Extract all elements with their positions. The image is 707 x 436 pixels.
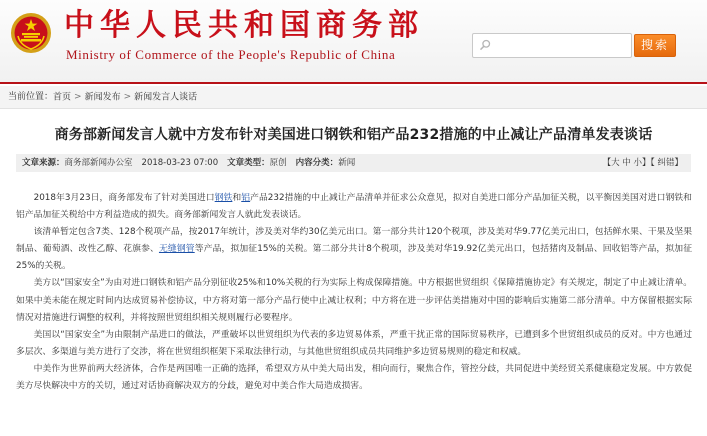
search-button[interactable]: 搜索: [634, 34, 676, 57]
breadcrumb-home-link[interactable]: 首页: [53, 92, 72, 103]
breadcrumb-separator: >: [123, 92, 132, 102]
keyword-link[interactable]: 无缝钢管: [158, 244, 195, 255]
article-paragraph: [16, 361, 692, 395]
bracket-close: 】: [642, 158, 651, 168]
paragraph-text: 2018年3月23日，商务部发布了针对美国进口: [33, 193, 215, 203]
paragraph-text: 中美作为世界前两大经济体，合作是两国唯一正确的选择，希望双方从中美大局出发，相向而行，聚焦合作，管控分歧，共同促进中美经贸关系健康稳定发展。中方敦促美方尽快解决中方的关切，通过对话协商解决双方的分歧，避免对中美合作大局造成损害。: [16, 363, 692, 392]
font-size-small-link[interactable]: 小: [633, 158, 643, 168]
paragraph-text: 该清单暂定包含7类、128个税项产品，按2017年统计，涉及美对华约30亿美元出口。第一部分共计120个税项，涉及美对华9.77亿美元出口，包括鲜水果、干果及坚果制品、葡萄酒、改性乙醇、花旗参、: [16, 227, 692, 255]
site-header: [0, 0, 707, 82]
paragraph-text: 美方以“国家安全”为由对进口钢铁和铝产品分别征收25%和10%关税的行为实际上构成保障措施。中方根据世贸组织《保障措施协定》有关规定，制定了中止减让清单。如果中美未能在规定时间内达成贸易补偿协议，中方将对第一部分产品行使中止减让权利；中方将在进一步评估美措施对中国的影响后实施第二部分清单。中方保留根据实际情况对措施进行调整的权利，并将按照世贸组织相关规则履行必要程序。: [16, 278, 692, 323]
correction-link[interactable]: 【 纠错】: [650, 158, 683, 168]
meta-type: 原创: [269, 158, 287, 168]
bracket-open: 【: [602, 158, 612, 168]
search-box[interactable]: [472, 33, 632, 58]
meta-category: 新闻: [338, 158, 356, 168]
meta-category-label: 内容分类：: [295, 158, 339, 168]
meta-source-label: 文章来源：: [22, 158, 65, 168]
article-meta-bar: [16, 154, 691, 172]
breadcrumb-news-release-link[interactable]: 新闻发布: [84, 92, 121, 103]
font-size-medium-link[interactable]: 中: [622, 158, 631, 168]
article-paragraph: [16, 327, 692, 361]
meta-source: 商务部新闻办公室: [64, 158, 133, 168]
keyword-link[interactable]: 钢铁: [214, 193, 233, 203]
search-icon: [479, 39, 491, 51]
paragraph-text: 和: [232, 193, 242, 203]
site-logo-title[interactable]: 中华人民共和国商务部: [64, 8, 424, 43]
header-divider: [0, 82, 707, 84]
keyword-link[interactable]: 铝: [241, 193, 251, 203]
site-logo-subtitle[interactable]: Ministry of Commerce of the People's Republic of China: [66, 47, 396, 62]
breadcrumb-separator: >: [74, 92, 82, 102]
breadcrumb-spokesperson-link[interactable]: 新闻发言人谈话: [134, 92, 198, 103]
article-paragraph: [16, 190, 692, 224]
font-size-large-link[interactable]: 大: [611, 158, 620, 168]
meta-type-label: 文章类型：: [227, 158, 270, 168]
paragraph-text: 等产品，拟加征15%的关税。第二部分共计8个税项，涉及美对华19.92亿美元出口，包括猪肉及制品、回收铝等产品，拟加征25%的关税。: [16, 244, 692, 272]
font-size-controls: [603, 154, 683, 172]
search-input[interactable]: [495, 36, 625, 55]
paragraph-text: 美国以“国家安全”为由限制产品进口的做法，严重破坏以世贸组织为代表的多边贸易体系，严重干扰正常的国际贸易秩序，已遭到多个世贸组织成员的反对。中方也通过多层次、多渠道与美方进行了交涉，将在世贸组织框架下采取法律行动，与其他世贸组织成员共同维护多边贸易规则的稳定和权威。: [16, 329, 692, 357]
meta-date: 2018-03-23 07:00: [141, 158, 219, 168]
article-paragraph: [16, 224, 692, 275]
breadcrumb: [0, 86, 707, 109]
national-emblem-icon[interactable]: [10, 12, 52, 54]
breadcrumb-label: 当前位置：: [8, 92, 54, 102]
article-title: 商务部新闻发言人就中方发布针对美国进口钢铁和铝产品232措施的中止减让产品清单发表谈话: [54, 127, 653, 143]
article-paragraph: [16, 275, 692, 326]
paragraph-text: 产品232措施的中止减让产品清单并征求公众意见，拟对自美进口部分产品加征关税，以平衡因美国对进口钢铁和铝产品加征关税给中方利益造成的损失。商务部新闻发言人就此发表谈话。: [16, 193, 692, 221]
article-body: [16, 190, 692, 395]
